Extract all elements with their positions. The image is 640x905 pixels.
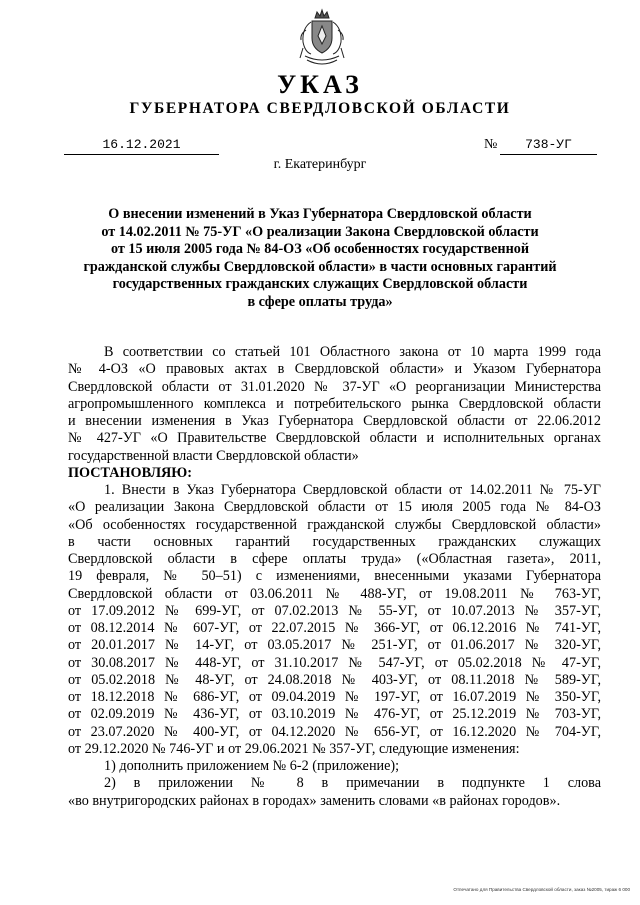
subitem-2-line: «во внутригородских районах в городах» заменить словами «в районах городов». — [68, 792, 561, 809]
preamble-line: агропромышленного комплекса и потребительского рынка Свердловской области — [68, 395, 601, 412]
heading-line: от 14.02.2011 № 75-УГ «О реализации Закона Свердловской области — [101, 223, 539, 240]
document-date: 16.12.2021 — [64, 136, 219, 155]
document-city: г. Екатеринбург — [273, 157, 367, 172]
item1-line: от 18.12.2018 № 686-УГ, от 09.04.2019 № 197-УГ, от 16.07.2019 № 350-УГ, — [68, 689, 601, 705]
preamble-line: Свердловской области от 31.01.2020 № 37-УГ «О реорганизации Министерства — [68, 378, 601, 395]
preamble-line: и внесении изменения в Указ Губернатора Свердловской области от 22.06.2012 — [68, 413, 601, 429]
decree-word: ПОСТАНОВЛЯЮ: — [68, 464, 193, 481]
print-footer: Отпечатано для Правительства Свердловской области, заказ №2005, тираж 6 000 — [453, 887, 630, 892]
item1-line: от 02.09.2019 № 436-УГ, от 03.10.2019 № 476-УГ, от 25.12.2019 № 703-УГ, — [68, 706, 601, 723]
subitem-2-line: 2) в приложении № 8 в примечании в подпункте 1 слова — [104, 775, 601, 792]
subitem-1: 1) дополнить приложением № 6-2 (приложение); — [104, 758, 400, 774]
item1-line: от 23.07.2020 № 400-УГ, от 04.12.2020 № 656-УГ, от 16.12.2020 № 704-УГ, — [68, 723, 601, 740]
document-subtitle: ГУБЕРНАТОРА СВЕРДЛОВСКОЙ ОБЛАСТИ — [129, 100, 511, 117]
item1-line: от 20.01.2017 № 14-УГ, от 03.05.2017 № 251-УГ, от 01.06.2017 № 320-УГ, — [68, 637, 601, 654]
number-sign: № — [484, 137, 498, 152]
item1-line: 19 февраля, № 50–51) с изменениями, внесенными указами Губернатора — [68, 568, 601, 585]
item1-line: от 29.12.2020 № 746-УГ и от 29.06.2021 № 357-УГ, следующие изменения: — [68, 740, 520, 757]
heading-line: государственных гражданских служащих Свердловской области — [112, 276, 528, 293]
document-number: 738-УГ — [500, 136, 597, 155]
heading-line: в сфере оплаты труда» — [247, 293, 393, 310]
coat-of-arms-icon — [297, 8, 347, 70]
heading-line: от 15 июля 2005 года № 84-ОЗ «Об особенностях государственной — [110, 241, 530, 258]
item1-line: 1. Внести в Указ Губернатора Свердловской области от 14.02.2011 № 75-УГ — [104, 482, 601, 498]
document-heading — [0, 206, 640, 312]
item1-line: «Об особенностях государственной гражданской службы Свердловской области» — [68, 516, 601, 533]
preamble-line: № 4-ОЗ «О правовых актах в Свердловской области» и Указом Губернатора — [68, 361, 601, 378]
preamble-paragraph — [68, 344, 601, 810]
preamble-line: В соответствии со статьей 101 Областного закона от 10 марта 1999 года — [104, 344, 601, 360]
preamble-line: государственной власти Свердловской области» — [68, 447, 359, 464]
item1-line: Свердловской области в сфере оплаты труда» («Областная газета», 2011, — [68, 551, 601, 567]
item1-line: от 30.08.2017 № 448-УГ, от 31.10.2017 № 547-УГ, от 05.02.2018 № 47-УГ, — [68, 654, 601, 671]
heading-line: О внесении изменений в Указ Губернатора Свердловской области — [108, 206, 532, 222]
item1-line: «О реализации Закона Свердловской области от 15 июля 2005 года № 84-ОЗ — [68, 499, 601, 516]
item1-line: от 05.02.2018 № 48-УГ, от 24.08.2018 № 403-УГ, от 08.11.2018 № 589-УГ, — [68, 671, 601, 688]
item1-line: от 17.09.2012 № 699-УГ, от 07.02.2013 № 55-УГ, от 10.07.2013 № 357-УГ, — [68, 602, 601, 619]
item1-line: Свердловской области от 03.06.2011 № 488-УГ, от 19.08.2011 № 763-УГ, — [68, 585, 601, 602]
preamble-line: № 427-УГ «О Правительстве Свердловской области и исполнительных органах — [68, 430, 601, 447]
item1-line: в части основных гарантий государственных гражданских служащих — [68, 533, 601, 550]
item1-line: от 08.12.2014 № 607-УГ, от 22.07.2015 № 366-УГ, от 06.12.2016 № 741-УГ, — [68, 620, 601, 636]
heading-line: гражданской службы Свердловской области» в части основных гарантий — [83, 258, 557, 275]
document-title: УКАЗ — [277, 70, 363, 99]
